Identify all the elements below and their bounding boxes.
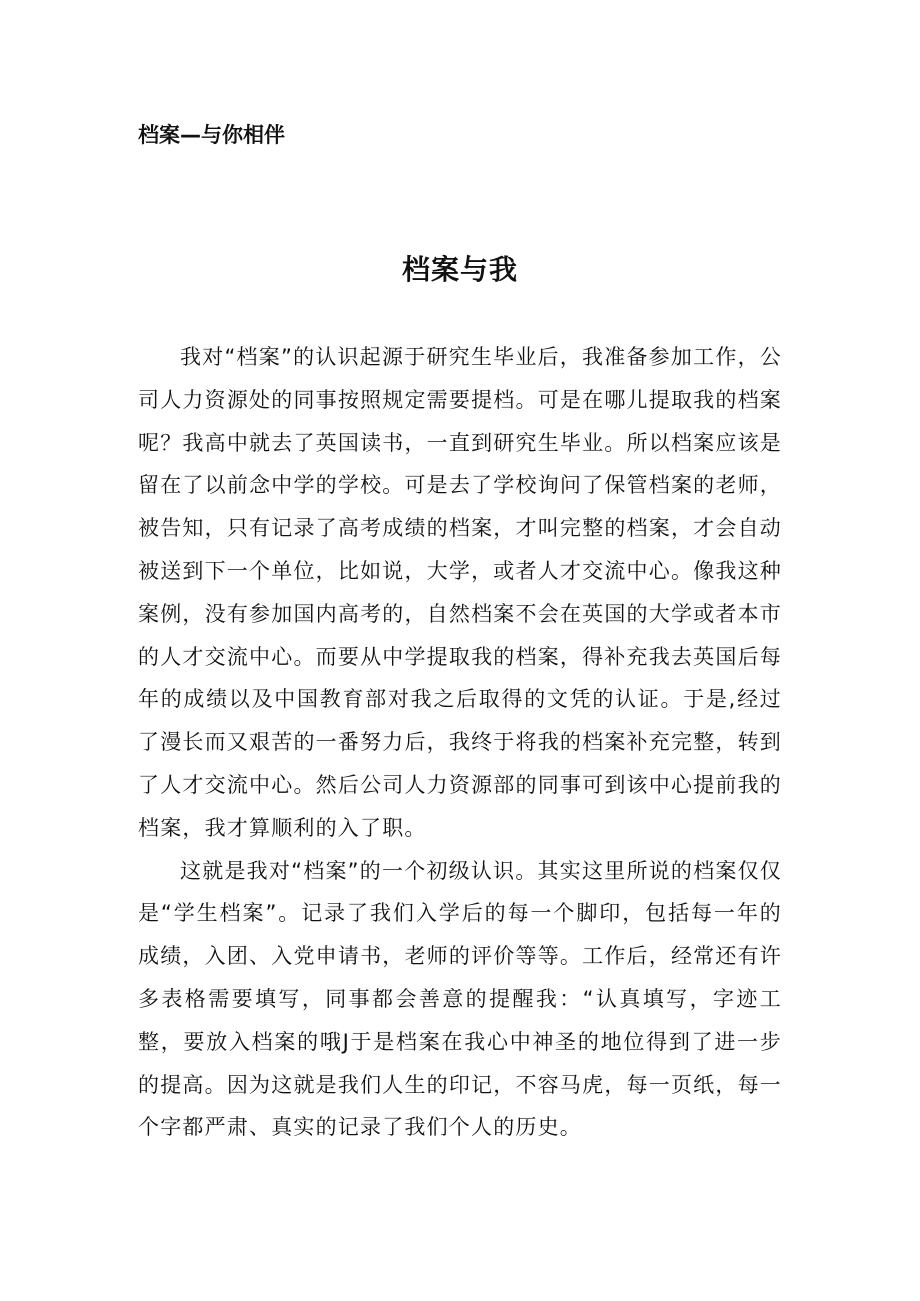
document-title: 档案与我 <box>401 253 518 286</box>
paragraph-2: 这就是我对“档案”的一个初级认识。其实这里所说的档案仅仅是“学生档案”。记录了我们入学后的每一个脚印，包括每一年的成绩，入团、入党申请书，老师的评价等等。工作后，经常还有许多表格需要填写，同事都会善意的提醒我：“认真填写，字迹工整，要放入档案的哦J于是档案在我心中神圣的地位得到了进一步的提高。因为这就是我们人生的印记，不容马虎，每一页纸，每一个字都严肃、真实的记录了我们个人的历史。 <box>138 858 782 1140</box>
document-body <box>138 336 782 1149</box>
paragraph-1: 我对“档案”的认识起源于研究生毕业后，我准备参加工作，公司人力资源处的同事按照规定需要提档。可是在哪儿提取我的档案呢？我高中就去了英国读书，一直到研究生毕业。所以档案应该是留在了以前念中学的学校。可是去了学校询问了保管档案的老师，被告知，只有记录了高考成绩的档案，才叫完整的档案，才会自动被送到下一个单位，比如说，大学，或者人才交流中心。像我这种案例，没有参加国内高考的，自然档案不会在英国的大学或者本市的人才交流中心。而要从中学提取我的档案，得补充我去英国后每年的成绩以及中国教育部对我之后取得的文凭的认证。于是,经过了漫长而又艰苦的一番努力后，我终于将我的档案补充完整，转到了人才交流中心。然后公司人力资源部的同事可到该中心提前我的档案，我才算顺利的入了职。 <box>138 345 782 840</box>
header-title: 档案—与你相伴 <box>138 123 285 147</box>
